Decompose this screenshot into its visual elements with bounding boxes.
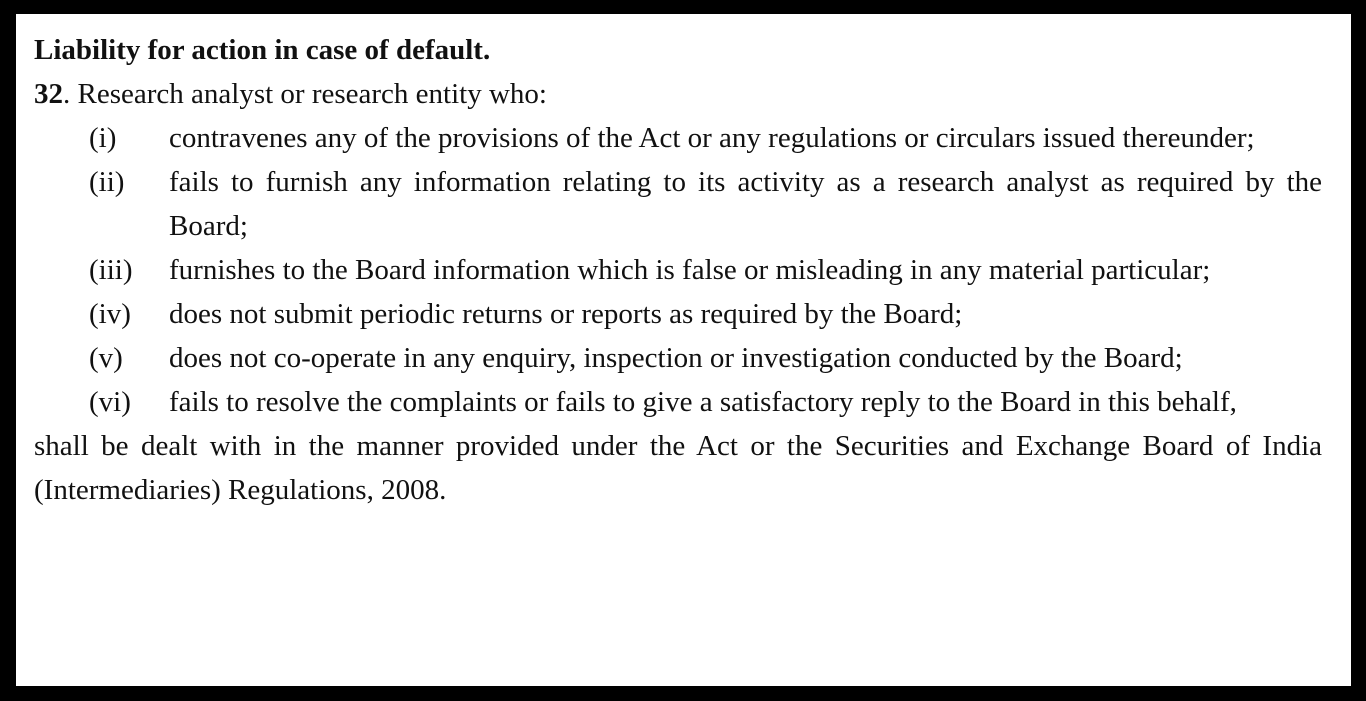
- closing-paragraph: shall be dealt with in the manner provided under the Act or the Securities and Exchange Board of India (Intermediaries) Regulations, 2008.: [34, 430, 1322, 506]
- clause-marker: (vi): [89, 386, 131, 418]
- clause-text: does not submit periodic returns or reports as required by the Board;: [169, 298, 963, 330]
- regulation-intro: [34, 72, 1322, 116]
- clause-text: contravenes any of the provisions of the Act or any regulations or circulars issued thereunder;: [169, 122, 1255, 154]
- clause-marker: (iii): [89, 254, 133, 286]
- clause-marker: (i): [89, 122, 117, 154]
- clause-item: [34, 160, 1322, 248]
- section-heading: Liability for action in case of default.: [34, 34, 491, 66]
- regulation-intro-text: . Research analyst or research entity who:: [63, 78, 547, 110]
- clause-item: [34, 116, 1322, 160]
- clause-item: [34, 248, 1322, 292]
- clause-text: does not co-operate in any enquiry, inspection or investigation conducted by the Board;: [169, 342, 1183, 374]
- regulation-number: 32: [34, 78, 63, 110]
- clause-text: fails to furnish any information relating to its activity as a research analyst as required by the Board;: [169, 166, 1322, 242]
- document-body: [34, 28, 1322, 512]
- clause-list: [34, 116, 1322, 424]
- clause-text: fails to resolve the complaints or fails to give a satisfactory reply to the Board in this behalf,: [169, 386, 1237, 418]
- document-page: [16, 14, 1351, 686]
- clause-item: [34, 292, 1322, 336]
- clause-marker: (iv): [89, 298, 131, 330]
- clause-text: furnishes to the Board information which is false or misleading in any material particular;: [169, 254, 1211, 286]
- clause-item: [34, 380, 1322, 424]
- clause-marker: (ii): [89, 166, 125, 198]
- clause-item: [34, 336, 1322, 380]
- clause-marker: (v): [89, 342, 123, 374]
